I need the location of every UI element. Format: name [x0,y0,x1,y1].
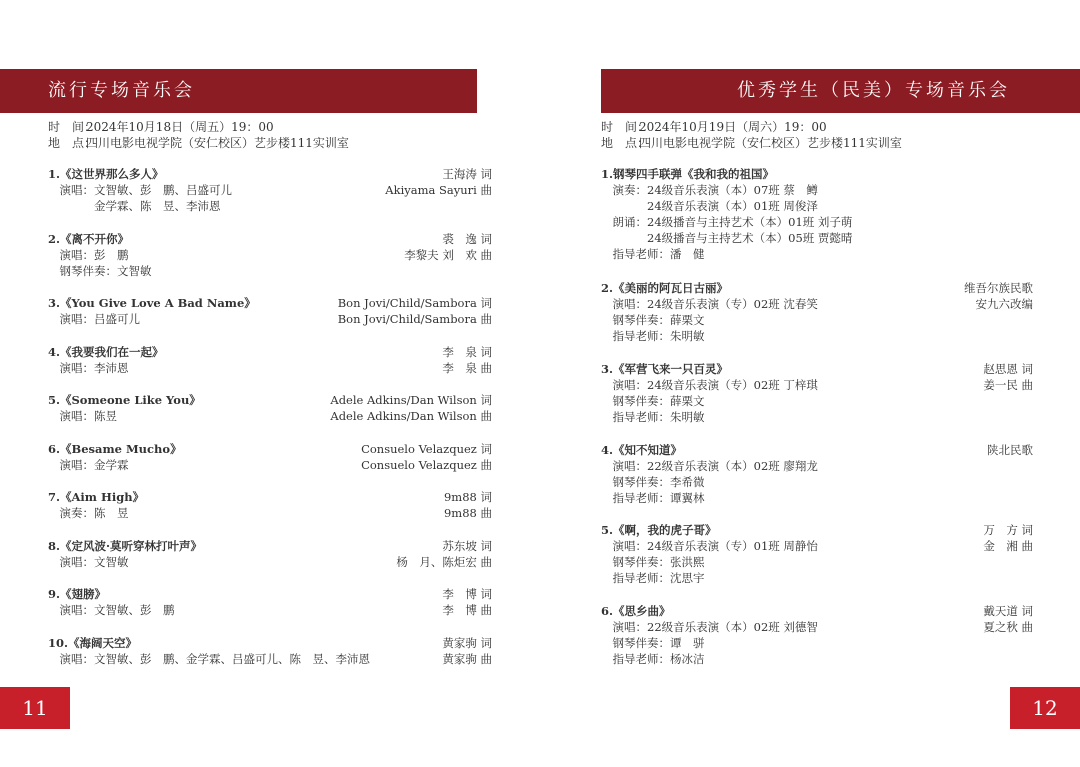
program-detail-line [48,198,492,214]
program-detail-line [48,408,492,424]
event-place: 四川电影电视学院（安仁校区）艺步楼111实训室 [639,136,902,150]
program-title-line [48,586,492,602]
credit-info: 黄家驹 曲 [442,652,492,666]
program-item [48,441,492,473]
credit-info: 姜一民 曲 [983,378,1033,392]
program-detail-line [48,182,492,198]
program-item [48,231,492,279]
performer-info: 钢琴伴奏：谭 骈 [601,636,705,650]
performer-info: 钢琴伴奏：李希微 [601,475,705,489]
program-detail-line [601,474,1033,490]
right-event-info [601,119,902,151]
program-title-line [48,166,492,182]
performer-info: 演唱：24级音乐表演（专）01班 周静怡 [601,539,818,553]
performer-info: 演唱：金学霖 [48,458,129,472]
program-item [48,295,492,327]
performer-info: 演唱：文智敏 [48,555,129,569]
credit-info: 黄家驹 词 [442,636,492,650]
program-item [601,280,1033,344]
program-title-line [601,166,1033,182]
program-item [48,344,492,376]
credit-info: Consuelo Velazquez 词 [361,442,492,456]
place-label: 地 点： [48,136,97,150]
program-detail-line [601,554,1033,570]
program-title: 8.《定风波·莫听穿林打叶声》 [48,539,203,553]
credit-info: Adele Adkins/Dan Wilson 曲 [330,409,492,423]
credit-info: 苏东坡 词 [442,539,492,553]
credit-info: 赵思恩 词 [983,362,1033,376]
program-title-line [48,538,492,554]
program-detail-line [601,214,1033,230]
program-title: 7.《Aim High》 [48,490,145,504]
performer-info: 钢琴伴奏：薛栗文 [601,313,705,327]
event-time: 2024年10月19日（周六）19：00 [639,120,827,134]
program-detail-line [601,538,1033,554]
program-detail-line [601,230,1033,246]
program-detail-line [601,246,1033,262]
performer-info: 指导老师：朱明敏 [601,410,705,424]
program-detail-line [601,377,1033,393]
program-title: 3.《军营飞来一只百灵》 [601,362,729,376]
event-place: 四川电影电视学院（安仁校区）艺步楼111实训室 [86,136,349,150]
credit-info: 李 博 曲 [442,603,492,617]
program-title: 1.钢琴四手联弹《我和我的祖国》 [601,167,775,181]
performer-info: 24级播音与主持艺术（本）05班 贾懿晴 [601,231,853,245]
credit-info: 李 泉 曲 [442,361,492,375]
credit-info: 金 湘 曲 [983,539,1033,553]
performer-info: 演唱：文智敏、彭 鹏、吕盛可儿 [48,183,232,197]
program-title: 2.《离不开你》 [48,232,130,246]
page-number-left: 11 [0,687,70,729]
performer-info: 演唱：24级音乐表演（专）02班 丁梓琪 [601,378,818,392]
program-detail-line [601,328,1033,344]
program-detail-line [48,263,492,279]
credit-info: 王海涛 词 [442,167,492,181]
performer-info: 指导老师：谭翼林 [601,491,705,505]
performer-info: 演唱：22级音乐表演（本）02班 廖翔龙 [601,459,818,473]
program-detail-line [48,311,492,327]
place-label: 地 点： [601,136,650,150]
performer-info: 钢琴伴奏：薛栗文 [601,394,705,408]
program-title: 2.《美丽的阿瓦日古丽》 [601,281,729,295]
program-title: 3.《You Give Love A Bad Name》 [48,296,256,310]
performer-info: 指导老师：杨冰洁 [601,652,705,666]
right-program-list [601,166,1033,676]
performer-info: 演唱：22级音乐表演（本）02班 刘德智 [601,620,818,634]
performer-info: 演唱：彭 鹏 [48,248,129,262]
program-detail-line [48,360,492,376]
credit-info: 维吾尔族民歌 [964,281,1033,295]
performer-info: 指导老师：朱明敏 [601,329,705,343]
program-title: 6.《Besame Mucho》 [48,442,182,456]
program-detail-line [48,457,492,473]
program-detail-line [48,554,492,570]
program-title-line [48,635,492,651]
credit-info: 裘 逸 词 [442,232,492,246]
program-detail-line [48,247,492,263]
program-item [601,603,1033,667]
program-item [601,166,1033,262]
performer-info: 钢琴伴奏：张洪熙 [601,555,705,569]
credit-info: 李黎夫 刘 欢 曲 [404,248,492,262]
program-title-line [601,603,1033,619]
performer-info: 指导老师：沈思宇 [601,571,705,585]
program-item [48,166,492,214]
program-detail-line [601,619,1033,635]
program-item [48,489,492,521]
performer-info: 演奏：陈 昱 [48,506,129,520]
program-detail-line [601,182,1033,198]
program-detail-line [601,198,1033,214]
program-title-line [48,441,492,457]
program-detail-line [601,570,1033,586]
performer-info: 演唱：李沛恩 [48,361,129,375]
program-title: 6.《思乡曲》 [601,604,671,618]
credit-info: Adele Adkins/Dan Wilson 词 [330,393,492,407]
program-detail-line [601,296,1033,312]
left-program-list [48,166,492,676]
program-item [48,586,492,618]
program-detail-line [48,505,492,521]
performer-info: 演唱：文智敏、彭 鹏、金学霖、吕盛可儿、陈 昱、李沛恩 [48,652,370,666]
credit-info: 戴天道 词 [983,604,1033,618]
program-title: 10.《海阔天空》 [48,636,138,650]
program-item [601,442,1033,506]
program-title-line [601,361,1033,377]
performer-info: 钢琴伴奏：文智敏 [48,264,152,278]
credit-info: 李 博 词 [442,587,492,601]
performer-info: 24级音乐表演（本）01班 周俊泽 [601,199,818,213]
credit-info: 9m88 曲 [443,506,492,520]
program-title: 1.《这世界那么多人》 [48,167,164,181]
performer-info: 金学霖、陈 昱、李沛恩 [48,199,221,213]
program-title-line [601,522,1033,538]
program-title-line [48,344,492,360]
program-title: 4.《知不知道》 [601,443,683,457]
performer-info: 演唱：文智敏、彭 鹏 [48,603,175,617]
program-detail-line [48,651,492,667]
performer-info: 演唱：24级音乐表演（专）02班 沈春笑 [601,297,818,311]
program-detail-line [601,393,1033,409]
program-item [601,522,1033,586]
credit-info: Akiyama Sayuri 曲 [385,183,492,197]
program-title-line [601,280,1033,296]
event-time: 2024年10月18日（周五）19：00 [86,120,274,134]
performer-info: 演唱：陈昱 [48,409,117,423]
performer-info: 演唱：吕盛可儿 [48,312,140,326]
program-detail-line [601,490,1033,506]
credit-info: 杨 月、陈炬宏 曲 [396,555,492,569]
right-section-banner: 优秀学生（民美）专场音乐会 [601,69,1080,113]
page-number-right: 12 [1010,687,1080,729]
left-event-info [48,119,349,151]
credit-info: 陕北民歌 [987,443,1033,457]
credit-info: Consuelo Velazquez 曲 [361,458,492,472]
credit-info: Bon Jovi/Child/Sambora 曲 [337,312,492,326]
program-title: 5.《Someone Like You》 [48,393,201,407]
time-label: 时 间： [48,120,97,134]
credit-info: 安九六改编 [975,297,1033,311]
program-title: 5.《啊，我的虎子哥》 [601,523,717,537]
program-title-line [48,231,492,247]
program-title-line [48,392,492,408]
program-title-line [48,489,492,505]
performer-info: 朗诵：24级播音与主持艺术（本）01班 刘子萌 [601,215,853,229]
program-detail-line [601,651,1033,667]
program-title: 4.《我要我们在一起》 [48,345,164,359]
program-item [48,538,492,570]
performer-info: 演奏：24级音乐表演（本）07班 蔡 鳟 [601,183,818,197]
program-item [48,392,492,424]
credit-info: 万 方 词 [983,523,1033,537]
program-detail-line [601,409,1033,425]
program-detail-line [601,312,1033,328]
credit-info: 李 泉 词 [442,345,492,359]
program-title-line [48,295,492,311]
performer-info: 指导老师：潘 健 [601,247,705,261]
credit-info: Bon Jovi/Child/Sambora 词 [337,296,492,310]
program-detail-line [601,458,1033,474]
time-label: 时 间： [601,120,650,134]
program-title-line [601,442,1033,458]
credit-info: 夏之秋 曲 [983,620,1033,634]
left-section-banner: 流行专场音乐会 [0,69,477,113]
program-title: 9.《翅膀》 [48,587,107,601]
program-detail-line [48,602,492,618]
credit-info: 9m88 词 [443,490,492,504]
program-item [601,361,1033,425]
program-detail-line [601,635,1033,651]
program-item [48,635,492,667]
